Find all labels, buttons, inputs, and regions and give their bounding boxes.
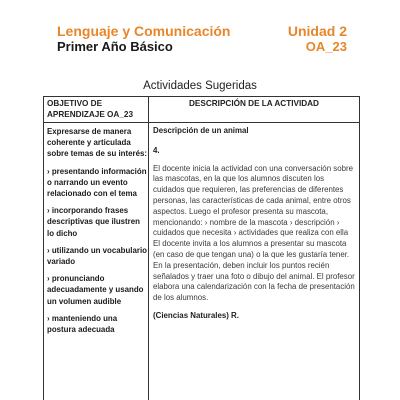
header-objective-code: OA_23 xyxy=(305,39,347,54)
objective-item: › manteniendo una postura adecuada xyxy=(47,313,118,335)
table-header-objective: OBJETIVO DE APRENDIZAJE OA_23 xyxy=(47,99,133,119)
column-divider xyxy=(148,97,149,400)
section-title: Actividades Sugeridas xyxy=(143,80,257,92)
header-subtitle: Primer Año Básico xyxy=(57,39,173,54)
header-row-divider xyxy=(44,122,359,123)
activity-title: Descripción de un animal xyxy=(153,126,249,135)
activity-number: 4. xyxy=(153,145,160,155)
header-title: Lenguaje y Comunicación xyxy=(57,23,231,39)
activity-column xyxy=(153,126,356,322)
activities-table xyxy=(43,96,360,400)
header-unit: Unidad 2 xyxy=(287,23,347,39)
table-header-description: DESCRIPCIÓN DE LA ACTIVIDAD xyxy=(189,99,319,108)
objective-intro: Expresarse de manera coherente y articulada sobre temas de su interés: xyxy=(47,127,147,159)
activity-reference: (Ciencias Naturales) R. xyxy=(153,310,239,320)
objective-item: › pronunciando adecuadamente y usando un volumen audible xyxy=(47,274,144,306)
activity-body: El docente inicia la actividad con una conversación sobre las mascotas, en la que los alumnos discuten los cuidados que requieren, las preferencias de diferentes personas, las características de cada animal, entre otros aspectos. Luego el profesor presenta su mascota, mencionando: › nombre de la mascota › descripción › cuidados que necesita › actividades que realiza con ella El docente invita a los alumnos a presentar su mascota (en caso de que tengan una) o la que les gustaría tener. En la presentación, deben incluir los puntos recién señalados y traer una foto o dibujo del animal. El profesor elabora una calendarización con la fecha de presentación de los alumnos. xyxy=(153,163,355,303)
objective-item: › incorporando frases descriptivas que ilustren lo dicho xyxy=(47,206,140,238)
objective-item: › presentando información o narrando un evento relacionado con el tema xyxy=(47,166,147,199)
objective-item: › utilizando un vocabulario variado xyxy=(47,245,147,267)
objectives-column xyxy=(47,126,148,341)
